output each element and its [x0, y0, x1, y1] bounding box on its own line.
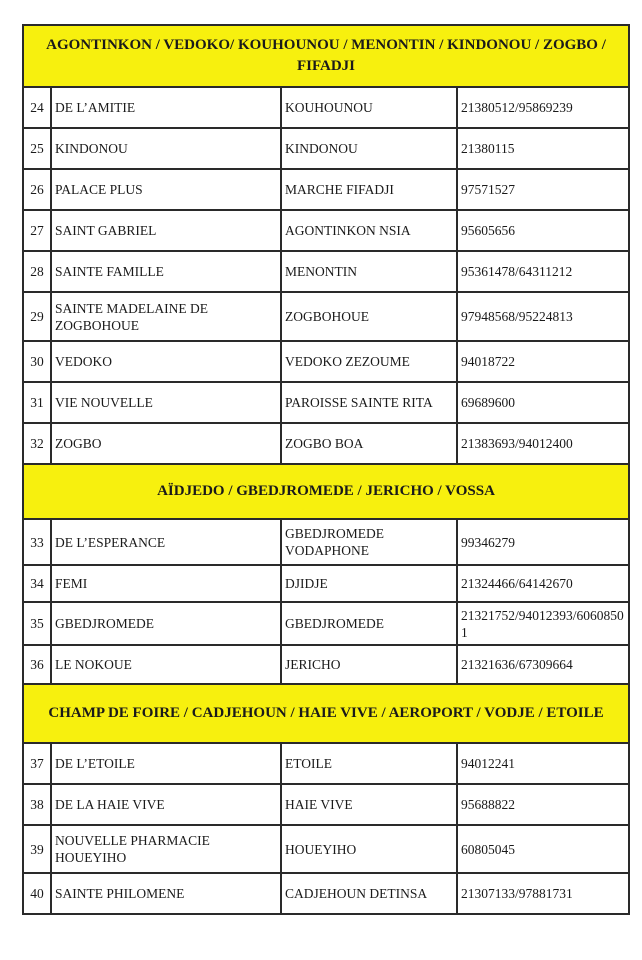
- row-number: 25: [23, 128, 51, 169]
- pharmacy-phone: 21380512/95869239: [457, 87, 629, 128]
- pharmacy-location: MARCHE FIFADJI: [281, 169, 457, 210]
- section-title: CHAMP DE FOIRE / CADJEHOUN / HAIE VIVE / AEROPORT / VODJE / ETOILE: [23, 684, 629, 743]
- section-header: [23, 25, 629, 87]
- pharmacy-location: ZOGBOHOUE: [281, 292, 457, 341]
- pharmacy-location: HOUEYIHO: [281, 825, 457, 873]
- pharmacy-location: VEDOKO ZEZOUME: [281, 341, 457, 382]
- pharmacy-name: SAINTE PHILOMENE: [51, 873, 281, 914]
- pharmacy-location: AGONTINKON NSIA: [281, 210, 457, 251]
- row-number: 24: [23, 87, 51, 128]
- pharmacy-phone: 94012241: [457, 743, 629, 784]
- pharmacy-name: LE NOKOUE: [51, 645, 281, 684]
- row-number: 31: [23, 382, 51, 423]
- row-number: 26: [23, 169, 51, 210]
- pharmacy-location: MENONTIN: [281, 251, 457, 292]
- row-number: 33: [23, 519, 51, 565]
- pharmacy-location: DJIDJE: [281, 565, 457, 602]
- section-header: [23, 684, 629, 743]
- pharmacy-name: DE LA HAIE VIVE: [51, 784, 281, 825]
- pharmacy-name: VIE NOUVELLE: [51, 382, 281, 423]
- pharmacy-location: ETOILE: [281, 743, 457, 784]
- row-number: 36: [23, 645, 51, 684]
- row-number: 38: [23, 784, 51, 825]
- table-row: [23, 87, 629, 128]
- section-title: AÏDJEDO / GBEDJROMEDE / JERICHO / VOSSA: [23, 464, 629, 519]
- pharmacy-name: ZOGBO: [51, 423, 281, 464]
- pharmacy-phone: 99346279: [457, 519, 629, 565]
- pharmacy-location: PAROISSE SAINTE RITA: [281, 382, 457, 423]
- row-number: 35: [23, 602, 51, 645]
- row-number: 29: [23, 292, 51, 341]
- row-number: 40: [23, 873, 51, 914]
- pharmacy-name: SAINTE FAMILLE: [51, 251, 281, 292]
- pharmacy-phone: 95688822: [457, 784, 629, 825]
- pharmacy-phone: 21321636/67309664: [457, 645, 629, 684]
- table-row: [23, 873, 629, 914]
- row-number: 28: [23, 251, 51, 292]
- pharmacy-phone: 69689600: [457, 382, 629, 423]
- table-row: [23, 382, 629, 423]
- pharmacy-location: GBEDJROMEDE VODAPHONE: [281, 519, 457, 565]
- pharmacy-phone: 97571527: [457, 169, 629, 210]
- pharmacy-phone: 21321752/94012393/60608501: [457, 602, 629, 645]
- table-row: [23, 825, 629, 873]
- pharmacy-phone: 95361478/64311212: [457, 251, 629, 292]
- table-row: [23, 210, 629, 251]
- table-row: [23, 128, 629, 169]
- pharmacy-name: PALACE PLUS: [51, 169, 281, 210]
- pharmacy-location: KINDONOU: [281, 128, 457, 169]
- table-row: [23, 743, 629, 784]
- row-number: 32: [23, 423, 51, 464]
- pharmacy-phone: 21307133/97881731: [457, 873, 629, 914]
- pharmacy-table: [22, 24, 630, 915]
- row-number: 39: [23, 825, 51, 873]
- pharmacy-name: VEDOKO: [51, 341, 281, 382]
- pharmacy-phone: 95605656: [457, 210, 629, 251]
- pharmacy-location: HAIE VIVE: [281, 784, 457, 825]
- row-number: 30: [23, 341, 51, 382]
- pharmacy-name: DE L’ETOILE: [51, 743, 281, 784]
- pharmacy-name: KINDONOU: [51, 128, 281, 169]
- pharmacy-location: GBEDJROMEDE: [281, 602, 457, 645]
- pharmacy-name: NOUVELLE PHARMACIE HOUEYIHO: [51, 825, 281, 873]
- row-number: 37: [23, 743, 51, 784]
- section-title: AGONTINKON / VEDOKO/ KOUHOUNOU / MENONTIN / KINDONOU / ZOGBO / FIFADJI: [23, 25, 629, 87]
- table-row: [23, 565, 629, 602]
- pharmacy-location: KOUHOUNOU: [281, 87, 457, 128]
- table-row: [23, 602, 629, 645]
- pharmacy-name: SAINTE MADELAINE DE ZOGBOHOUE: [51, 292, 281, 341]
- pharmacy-name: DE L’ESPERANCE: [51, 519, 281, 565]
- pharmacy-location: ZOGBO BOA: [281, 423, 457, 464]
- pharmacy-name: DE L’AMITIE: [51, 87, 281, 128]
- row-number: 27: [23, 210, 51, 251]
- pharmacy-name: GBEDJROMEDE: [51, 602, 281, 645]
- table-row: [23, 645, 629, 684]
- pharmacy-phone: 94018722: [457, 341, 629, 382]
- pharmacy-phone: 60805045: [457, 825, 629, 873]
- table-row: [23, 169, 629, 210]
- table-row: [23, 292, 629, 341]
- section-header: [23, 464, 629, 519]
- table-row: [23, 519, 629, 565]
- pharmacy-name: FEMI: [51, 565, 281, 602]
- table-row: [23, 341, 629, 382]
- pharmacy-phone: 97948568/95224813: [457, 292, 629, 341]
- pharmacy-phone: 21380115: [457, 128, 629, 169]
- table-row: [23, 784, 629, 825]
- pharmacy-location: CADJEHOUN DETINSA: [281, 873, 457, 914]
- pharmacy-location: JERICHO: [281, 645, 457, 684]
- pharmacy-name: SAINT GABRIEL: [51, 210, 281, 251]
- table-row: [23, 423, 629, 464]
- row-number: 34: [23, 565, 51, 602]
- pharmacy-phone: 21324466/64142670: [457, 565, 629, 602]
- table-row: [23, 251, 629, 292]
- pharmacy-phone: 21383693/94012400: [457, 423, 629, 464]
